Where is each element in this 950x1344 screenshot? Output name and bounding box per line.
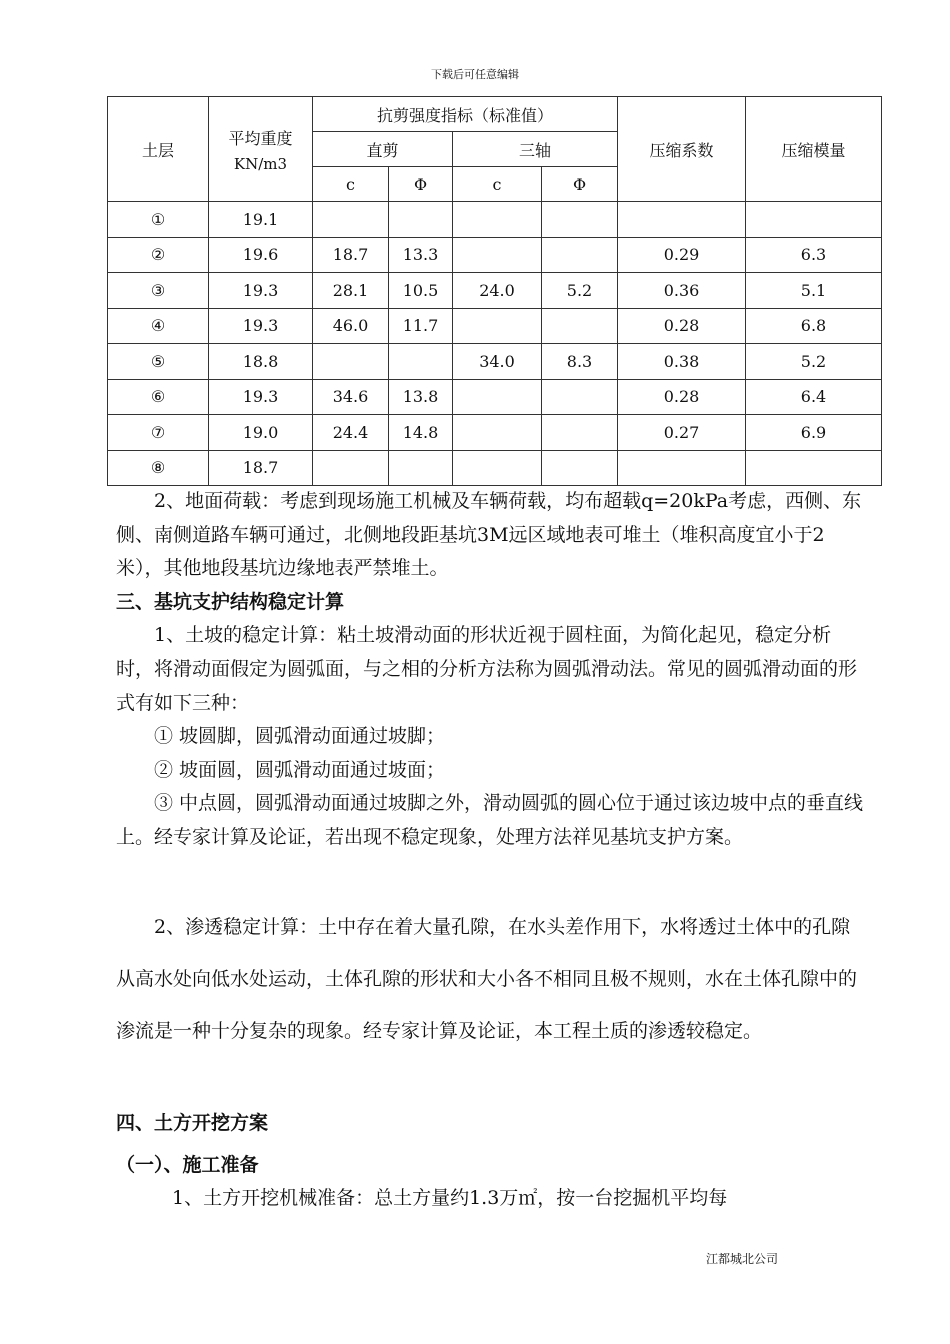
table-cell: 8.3 [542, 344, 618, 380]
table-row [108, 379, 882, 415]
table-cell: 0.28 [618, 308, 746, 344]
table-cell [453, 308, 542, 344]
header-compress-coef: 压缩系数 [618, 97, 746, 202]
table-cell: 6.4 [746, 379, 882, 415]
header-layer: 土层 [108, 97, 209, 202]
table-cell: 0.36 [618, 273, 746, 309]
table-cell: ① [108, 202, 209, 238]
header-c-direct: c [313, 167, 389, 202]
header-phi-triaxial: Φ [542, 167, 618, 202]
table-cell: 0.29 [618, 237, 746, 273]
subsection-heading-prep: （一）、施工准备 [116, 1153, 259, 1176]
table-cell [453, 450, 542, 486]
table-row [108, 237, 882, 273]
paragraph-ground-load: 2、地面荷载：考虑到现场施工机械及车辆荷载，均布超载q=20kPa考虑，西侧、东侧、南侧道路车辆可通过，北侧地段距基坑3M远区域地表可堆土（堆积高度宜小于2米），其他地段基坑边缘地表严禁堆土。 [116, 490, 862, 580]
header-c-triaxial: c [453, 167, 542, 202]
table-cell: 0.28 [618, 379, 746, 415]
paragraph-slope-stability: 1、土坡的稳定计算：粘土坡滑动面的形状近视于圆柱面，为简化起见，稳定分析时，将滑动面假定为圆弧面，与之相的分析方法称为圆弧滑动法。常见的圆弧滑动面的形式有如下三种： [116, 624, 858, 714]
table-cell [618, 202, 746, 238]
table-cell [542, 379, 618, 415]
table-cell [542, 308, 618, 344]
table-cell: ⑤ [108, 344, 209, 380]
table-cell: 19.3 [209, 273, 313, 309]
table-cell: ⑥ [108, 379, 209, 415]
table-row [108, 202, 882, 238]
table-cell: 19.3 [209, 379, 313, 415]
table-cell [453, 379, 542, 415]
table-cell: 18.7 [209, 450, 313, 486]
table-cell [746, 450, 882, 486]
table-cell: 0.27 [618, 415, 746, 451]
table-cell: 5.1 [746, 273, 882, 309]
table-cell [313, 450, 389, 486]
table-cell [389, 344, 453, 380]
table-cell: 6.9 [746, 415, 882, 451]
table-cell [618, 450, 746, 486]
table-cell: 19.3 [209, 308, 313, 344]
header-phi-direct: Φ [389, 167, 453, 202]
table-row [108, 415, 882, 451]
table-cell: ⑧ [108, 450, 209, 486]
table-cell: 13.3 [389, 237, 453, 273]
table-cell: 18.7 [313, 237, 389, 273]
paragraph-slope-type-2: ② 坡面圆，圆弧滑动面通过坡面； [154, 758, 446, 781]
section-heading-3: 三、基坑支护结构稳定计算 [116, 590, 345, 613]
table-cell [389, 202, 453, 238]
page-header: 下载后可任意编辑 [431, 68, 519, 81]
paragraph-seepage-stability: 2、渗透稳定计算：土中存在着大量孔隙，在水头差作用下，水将透过土体中的孔隙从高水处向低水处运动，土体孔隙的形状和大小各不相同且极不规则，水在土体孔隙中的渗流是一种十分复杂的现象。经专家计算及论证，本工程土质的渗透较稳定。 [116, 916, 858, 1042]
table-cell: 13.8 [389, 379, 453, 415]
header-density [209, 97, 313, 202]
table-cell: ③ [108, 273, 209, 309]
table-cell: 18.8 [209, 344, 313, 380]
body-text [116, 485, 866, 855]
table-cell: 46.0 [313, 308, 389, 344]
table-cell [453, 415, 542, 451]
body-text-section-4 [116, 1107, 866, 1216]
paragraph-excavation-machinery: 1、土方开挖机械准备：总土方量约1.3万㎡，按一台挖掘机平均每 [172, 1187, 728, 1210]
table-cell: 5.2 [746, 344, 882, 380]
paragraph-slope-type-3: ③ 中点圆，圆弧滑动面通过坡脚之外，滑动圆弧的圆心位于通过该边坡中点的垂直线上。经专家计算及论证，若出现不稳定现象，处理方法祥见基坑支护方案。 [116, 792, 864, 848]
table-cell: 34.6 [313, 379, 389, 415]
header-compress-mod: 压缩模量 [746, 97, 882, 202]
table-cell: 28.1 [313, 273, 389, 309]
table-cell [389, 450, 453, 486]
table-row [108, 450, 882, 486]
table-cell [453, 237, 542, 273]
table-cell [313, 344, 389, 380]
table-cell: 34.0 [453, 344, 542, 380]
table-cell: 11.7 [389, 308, 453, 344]
table-cell [542, 415, 618, 451]
table-cell [542, 450, 618, 486]
table-cell: 14.8 [389, 415, 453, 451]
table-cell: 10.5 [389, 273, 453, 309]
table-cell: ② [108, 237, 209, 273]
soil-parameter-table [107, 96, 882, 486]
header-density-line1: 平均重度 [228, 128, 293, 148]
table-row [108, 308, 882, 344]
header-shear: 抗剪强度指标（标准值） [313, 97, 618, 132]
table-cell: 0.38 [618, 344, 746, 380]
body-text-seepage [116, 901, 866, 1057]
table-cell: 19.1 [209, 202, 313, 238]
page-footer: 江都城北公司 [706, 1252, 779, 1266]
header-density-line2: KN/m3 [233, 154, 288, 173]
header-triaxial: 三轴 [453, 132, 618, 167]
header-direct-shear: 直剪 [313, 132, 453, 167]
table-cell: ⑦ [108, 415, 209, 451]
table-cell: 24.0 [453, 273, 542, 309]
section-heading-4: 四、土方开挖方案 [116, 1112, 269, 1134]
table-cell: 6.8 [746, 308, 882, 344]
table-row [108, 344, 882, 380]
table-cell [313, 202, 389, 238]
table-cell: 5.2 [542, 273, 618, 309]
table-cell [542, 237, 618, 273]
table-cell: 6.3 [746, 237, 882, 273]
paragraph-slope-type-1: ① 坡圆脚，圆弧滑动面通过坡脚； [154, 725, 446, 748]
table-cell: ④ [108, 308, 209, 344]
table-row [108, 273, 882, 309]
table-cell [746, 202, 882, 238]
table-cell: 19.0 [209, 415, 313, 451]
table-cell: 24.4 [313, 415, 389, 451]
table-cell: 19.6 [209, 237, 313, 273]
table-cell [542, 202, 618, 238]
table-cell [453, 202, 542, 238]
